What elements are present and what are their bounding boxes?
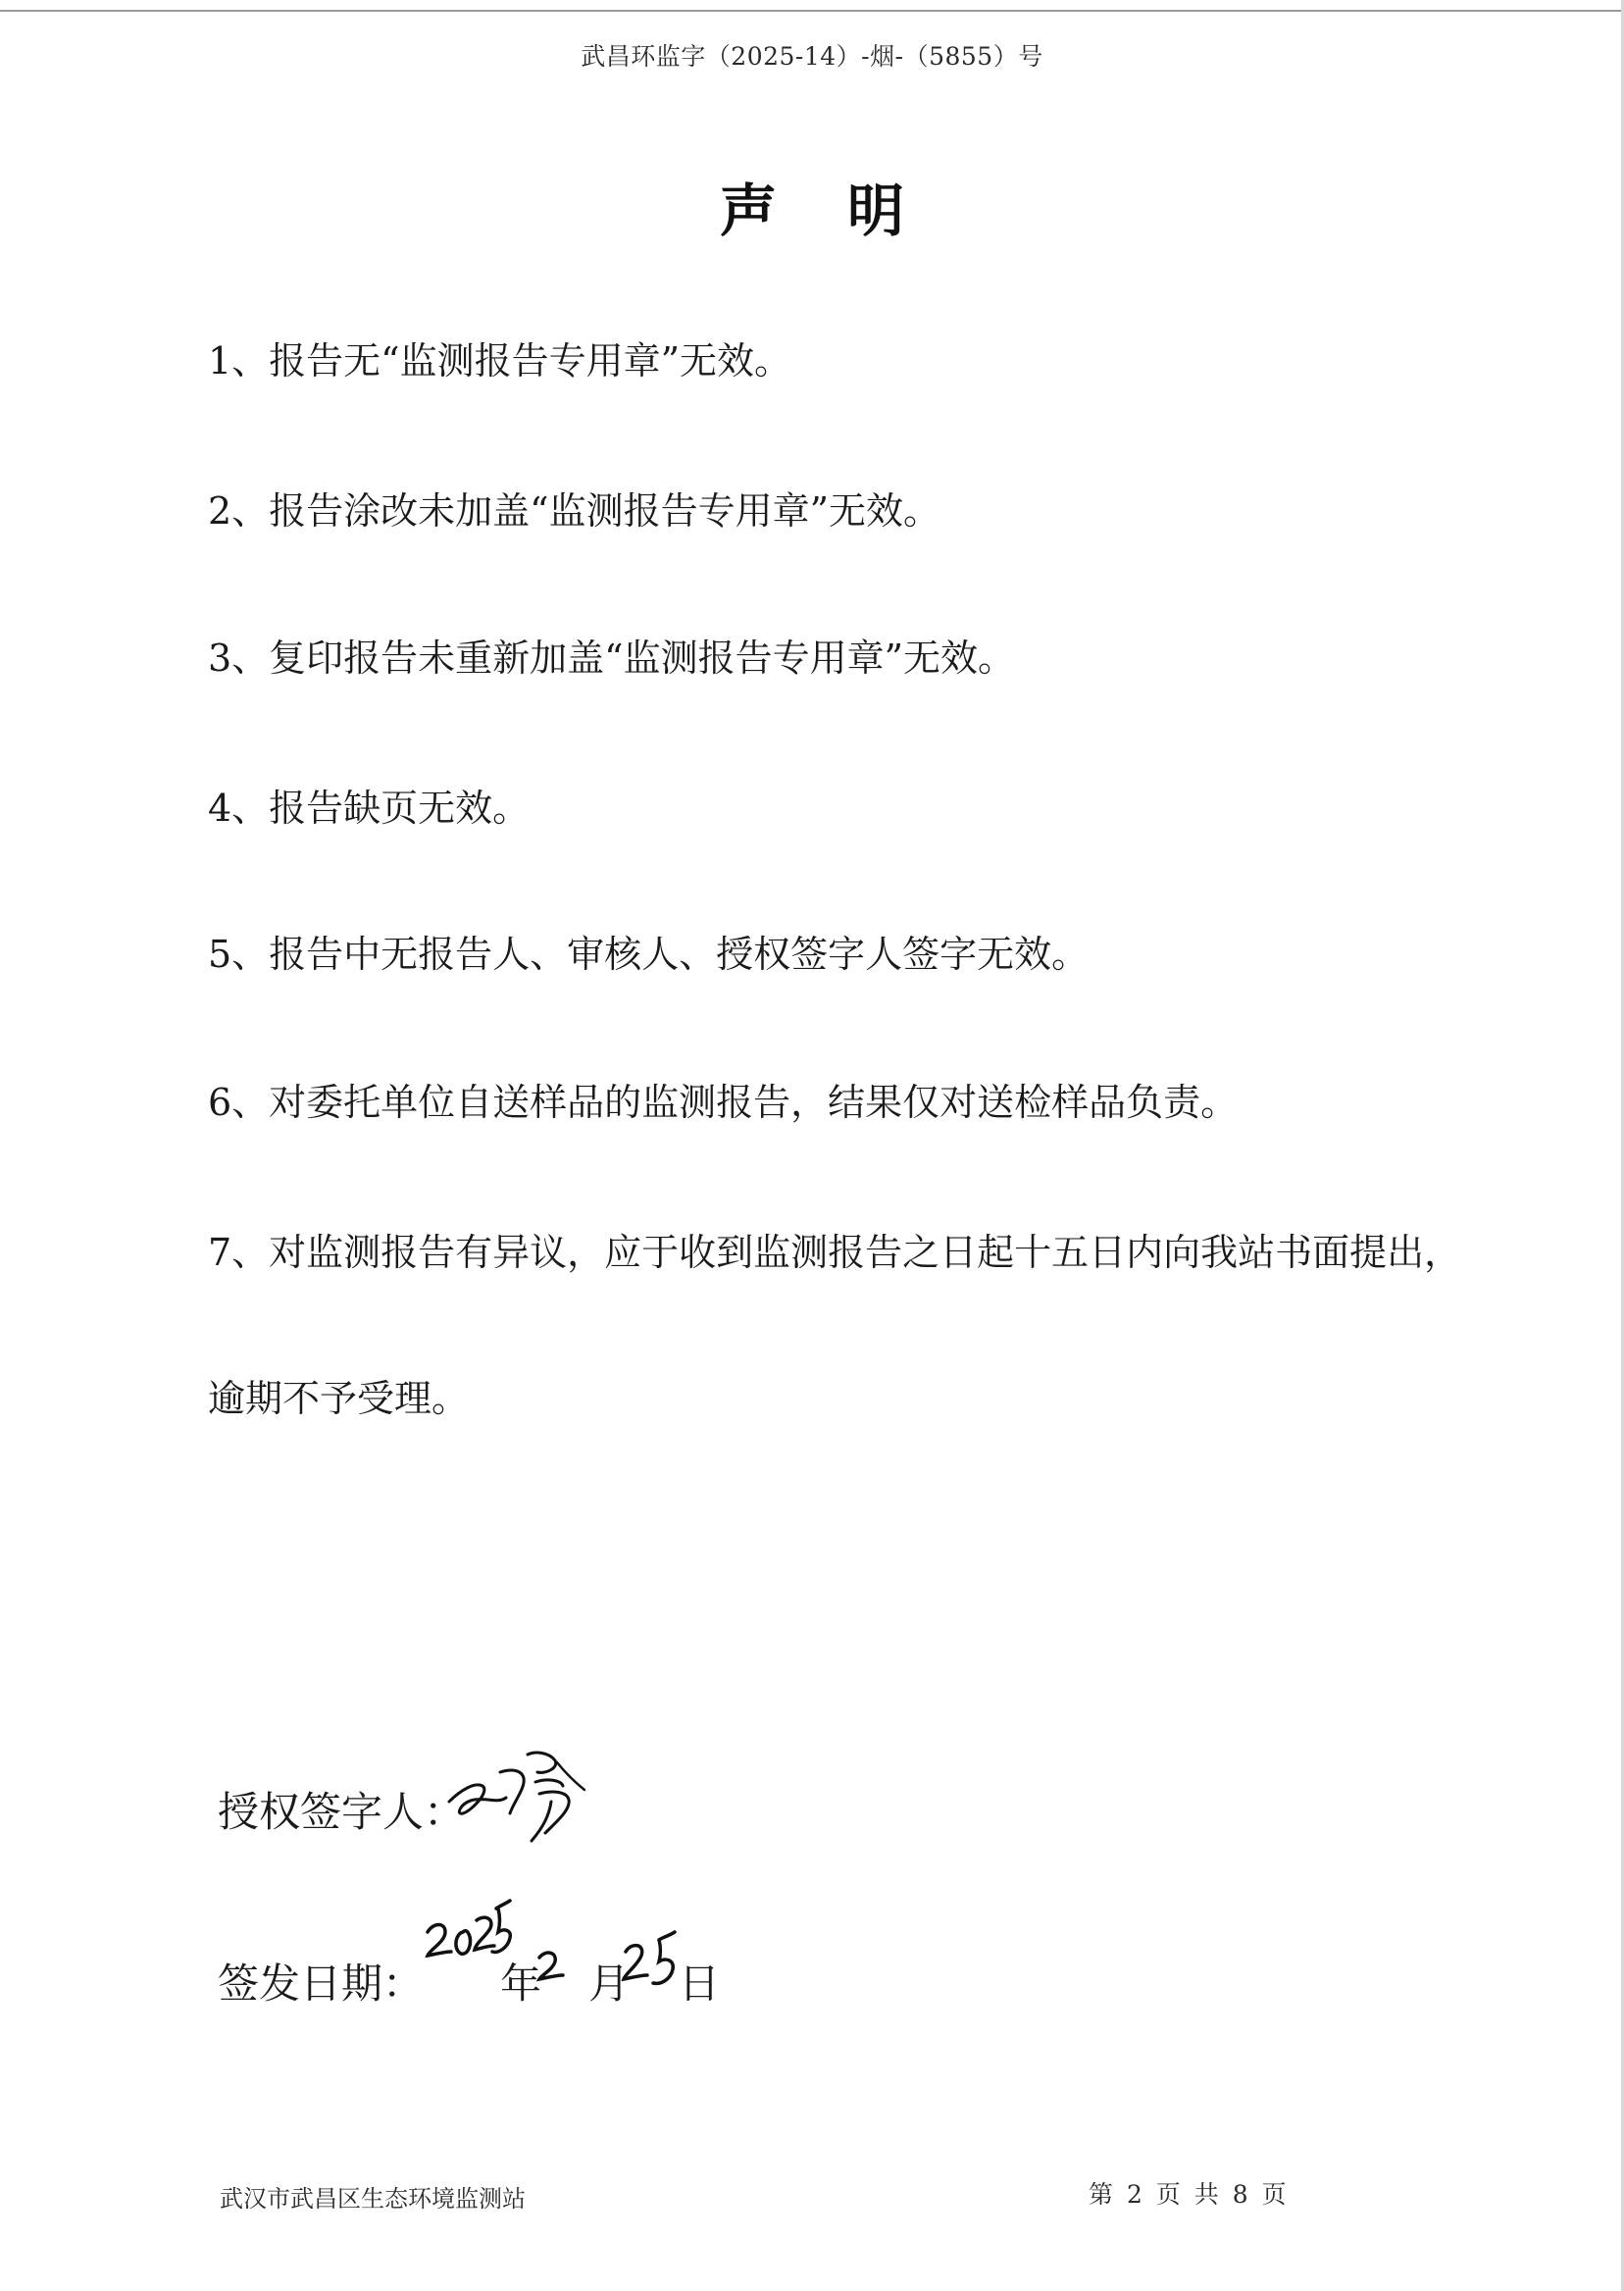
handwritten-signature <box>441 1743 598 1851</box>
authorized-signer-row <box>218 1780 465 1839</box>
day-char: 日 <box>679 1960 721 2008</box>
footer-organization: 武汉市武昌区生态环境监测站 <box>220 2185 526 2213</box>
clause-6: 6、对委托单位自送样品的监测报告，结果仅对送检样品负责。 <box>208 1081 1239 1124</box>
report-number: 武昌环监字（2025-14）-烟-（5855）号 <box>581 42 1043 71</box>
clause-2: 2、报告涂改未加盖“监测报告专用章”无效。 <box>208 489 941 533</box>
handwritten-day <box>620 1924 688 1993</box>
year-char: 年 <box>500 1960 542 2008</box>
clause-7: 7、对监测报告有异议，应于收到监测报告之日起十五日内向我站书面提出， <box>208 1231 1462 1274</box>
month-char: 月 <box>588 1960 631 2008</box>
issue-date-row <box>218 1952 720 2011</box>
authorized-signer-label: 授权签字人： <box>218 1788 466 1836</box>
clause-1: 1、报告无“监测报告专用章”无效。 <box>208 339 792 382</box>
page-indicator: 第 2 页 共 8 页 <box>1089 2180 1287 2209</box>
scan-edge-top <box>0 10 1624 12</box>
clause-3: 3、复印报告未重新加盖“监测报告专用章”无效。 <box>208 636 1016 680</box>
clause-5: 5、报告中无报告人、审核人、授权签字人签字无效。 <box>208 933 1090 976</box>
issue-date-label: 签发日期： <box>218 1960 425 2008</box>
handwritten-month <box>533 1942 569 1985</box>
clause-7-continuation: 逾期不予受理。 <box>208 1377 470 1420</box>
handwritten-year <box>420 1893 518 1975</box>
clause-4: 4、报告缺页无效。 <box>208 787 531 830</box>
page-title: 声明 <box>719 178 975 244</box>
